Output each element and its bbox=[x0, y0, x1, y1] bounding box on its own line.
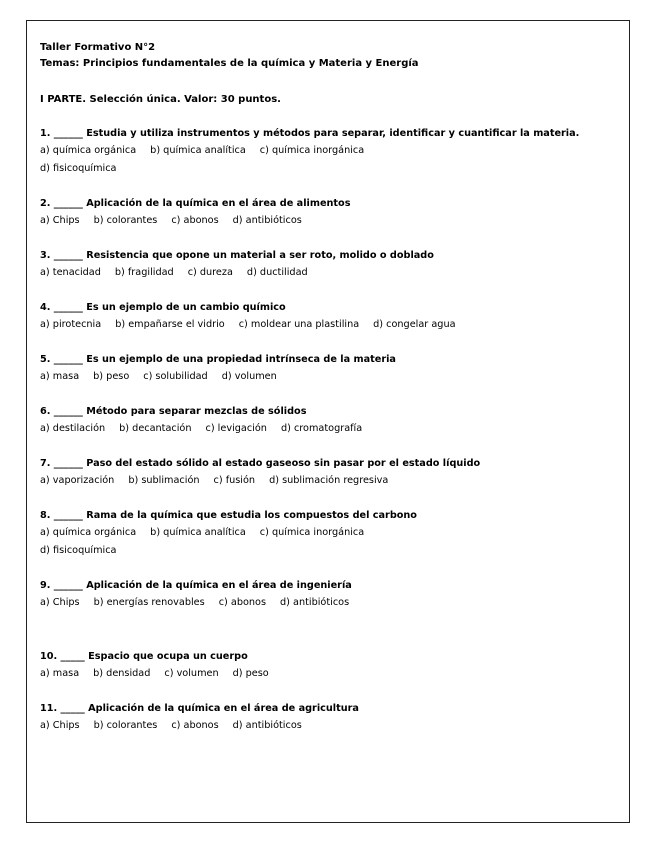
answer-blank: ______ bbox=[53, 510, 83, 521]
question-text: Paso del estado sólido al estado gaseoso sin pasar por el estado líquido bbox=[86, 458, 481, 469]
answer-blank: _____ bbox=[60, 703, 85, 714]
question-11 bbox=[40, 700, 618, 735]
question-text: Aplicación de la química en el área de ingeniería bbox=[86, 580, 352, 591]
question-number: 2. bbox=[40, 198, 51, 209]
question-text: Resistencia que opone un material a ser roto, molido o doblado bbox=[86, 250, 434, 261]
question-stem bbox=[40, 507, 618, 524]
option-row bbox=[40, 717, 618, 735]
question-6 bbox=[40, 403, 618, 438]
answer-option: d) antibióticos bbox=[280, 597, 350, 608]
answer-option: d) congelar agua bbox=[373, 319, 456, 330]
question-stem bbox=[40, 455, 618, 472]
question-number: 5. bbox=[40, 354, 51, 365]
answer-option: c) levigación bbox=[205, 423, 267, 434]
answer-blank: ______ bbox=[53, 580, 83, 591]
answer-option: c) volumen bbox=[164, 668, 219, 679]
answer-blank: ______ bbox=[53, 250, 83, 261]
answer-option: a) química orgánica bbox=[40, 145, 137, 156]
answer-option: d) fisicoquímica bbox=[40, 163, 117, 174]
question-number: 6. bbox=[40, 406, 51, 417]
option-row bbox=[40, 420, 618, 438]
question-text: Aplicación de la química en el área de alimentos bbox=[86, 198, 351, 209]
answer-blank: ______ bbox=[53, 406, 83, 417]
worksheet-content bbox=[40, 40, 618, 735]
answer-option: a) tenacidad bbox=[40, 267, 101, 278]
option-row bbox=[40, 212, 618, 230]
answer-option: b) química analítica bbox=[150, 145, 246, 156]
answer-blank: ______ bbox=[53, 458, 83, 469]
answer-option: d) antibióticos bbox=[232, 720, 302, 731]
answer-option: b) sublimación bbox=[128, 475, 200, 486]
answer-option: a) química orgánica bbox=[40, 527, 137, 538]
answer-option: a) pirotecnia bbox=[40, 319, 102, 330]
question-text: Método para separar mezclas de sólidos bbox=[86, 406, 307, 417]
answer-option: b) empañarse el vidrio bbox=[115, 319, 225, 330]
question-number: 4. bbox=[40, 302, 51, 313]
answer-option: d) peso bbox=[232, 668, 269, 679]
question-1 bbox=[40, 125, 618, 178]
answer-option: d) fisicoquímica bbox=[40, 545, 117, 556]
answer-option: c) abonos bbox=[218, 597, 267, 608]
question-text: Estudia y utiliza instrumentos y métodos para separar, identificar y cuantificar la materia. bbox=[86, 128, 580, 139]
answer-option: c) moldear una plastilina bbox=[238, 319, 360, 330]
question-list bbox=[40, 125, 618, 735]
question-5 bbox=[40, 351, 618, 386]
answer-blank: ______ bbox=[53, 302, 83, 313]
answer-option: d) sublimación regresiva bbox=[269, 475, 389, 486]
question-stem bbox=[40, 351, 618, 368]
question-2 bbox=[40, 195, 618, 230]
question-4 bbox=[40, 299, 618, 334]
question-stem bbox=[40, 247, 618, 264]
answer-option: b) química analítica bbox=[150, 527, 246, 538]
question-number: 9. bbox=[40, 580, 51, 591]
option-row bbox=[40, 542, 618, 560]
option-row bbox=[40, 368, 618, 386]
answer-option: d) ductilidad bbox=[246, 267, 308, 278]
question-8 bbox=[40, 507, 618, 560]
worksheet-topics: Temas: Principios fundamentales de la química y Materia y Energía bbox=[40, 58, 419, 69]
question-text: Es un ejemplo de un cambio químico bbox=[86, 302, 286, 313]
option-row bbox=[40, 316, 618, 334]
question-number: 11. bbox=[40, 703, 58, 714]
option-row bbox=[40, 524, 618, 542]
question-stem bbox=[40, 299, 618, 316]
option-row bbox=[40, 472, 618, 490]
answer-option: c) dureza bbox=[187, 267, 233, 278]
answer-option: d) cromatografía bbox=[280, 423, 363, 434]
worksheet-title: Taller Formativo N°2 bbox=[40, 42, 156, 53]
question-text: Es un ejemplo de una propiedad intrínseca de la materia bbox=[86, 354, 396, 365]
question-3 bbox=[40, 247, 618, 282]
answer-option: b) peso bbox=[93, 371, 130, 382]
answer-option: c) química inorgánica bbox=[259, 527, 365, 538]
question-9 bbox=[40, 577, 618, 612]
answer-option: b) densidad bbox=[93, 668, 151, 679]
answer-option: a) Chips bbox=[40, 215, 80, 226]
option-row bbox=[40, 160, 618, 178]
answer-blank: ______ bbox=[53, 128, 83, 139]
answer-option: a) masa bbox=[40, 371, 80, 382]
question-number: 7. bbox=[40, 458, 51, 469]
answer-option: b) fragilidad bbox=[114, 267, 174, 278]
answer-option: a) destilación bbox=[40, 423, 106, 434]
question-7 bbox=[40, 455, 618, 490]
question-stem bbox=[40, 125, 618, 142]
answer-option: a) masa bbox=[40, 668, 80, 679]
answer-option: a) vaporización bbox=[40, 475, 115, 486]
question-stem bbox=[40, 648, 618, 665]
question-number: 8. bbox=[40, 510, 51, 521]
option-row bbox=[40, 264, 618, 282]
worksheet-page bbox=[26, 20, 630, 823]
question-10 bbox=[40, 648, 618, 683]
answer-option: b) colorantes bbox=[93, 215, 158, 226]
question-stem bbox=[40, 195, 618, 212]
option-row bbox=[40, 594, 618, 612]
answer-option: c) fusión bbox=[213, 475, 256, 486]
option-row bbox=[40, 665, 618, 683]
answer-option: a) Chips bbox=[40, 597, 80, 608]
answer-option: c) química inorgánica bbox=[259, 145, 365, 156]
answer-option: c) solubilidad bbox=[143, 371, 208, 382]
question-text: Aplicación de la química en el área de agricultura bbox=[88, 703, 359, 714]
part-heading: I PARTE. Selección única. Valor: 30 puntos. bbox=[40, 94, 281, 105]
answer-blank: _____ bbox=[60, 651, 85, 662]
answer-blank: ______ bbox=[53, 354, 83, 365]
answer-option: d) volumen bbox=[221, 371, 277, 382]
question-number: 1. bbox=[40, 128, 51, 139]
question-text: Rama de la química que estudia los compuestos del carbono bbox=[86, 510, 417, 521]
answer-blank: ______ bbox=[53, 198, 83, 209]
question-stem bbox=[40, 577, 618, 594]
option-row bbox=[40, 142, 618, 160]
question-text: Espacio que ocupa un cuerpo bbox=[88, 651, 248, 662]
answer-option: a) Chips bbox=[40, 720, 80, 731]
answer-option: d) antibióticos bbox=[232, 215, 302, 226]
answer-option: b) decantación bbox=[119, 423, 192, 434]
question-number: 10. bbox=[40, 651, 58, 662]
question-stem bbox=[40, 403, 618, 420]
answer-option: b) energías renovables bbox=[93, 597, 205, 608]
answer-option: c) abonos bbox=[171, 215, 219, 226]
question-number: 3. bbox=[40, 250, 51, 261]
answer-option: b) colorantes bbox=[93, 720, 158, 731]
answer-option: c) abonos bbox=[171, 720, 219, 731]
question-stem bbox=[40, 700, 618, 717]
